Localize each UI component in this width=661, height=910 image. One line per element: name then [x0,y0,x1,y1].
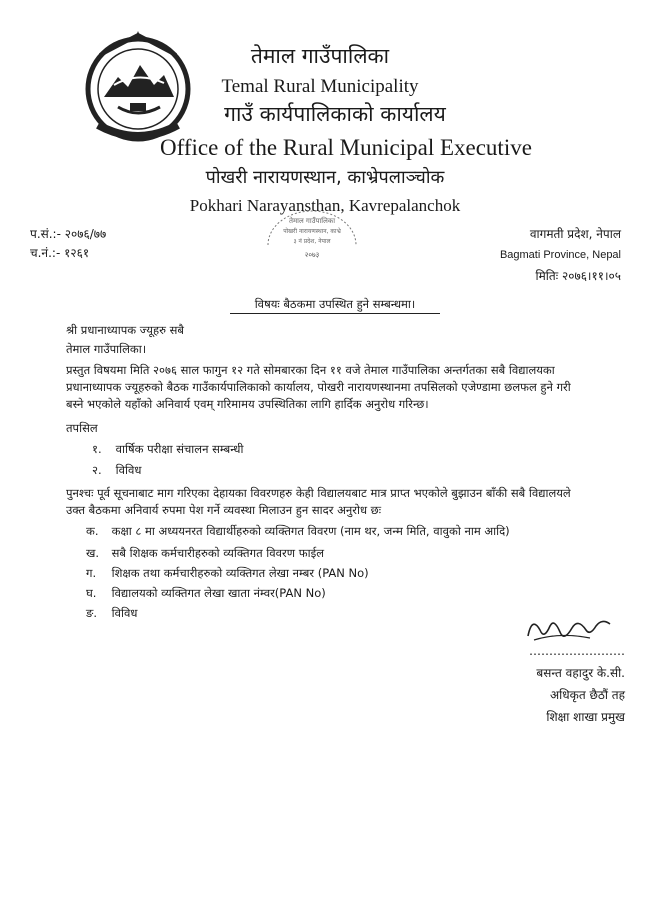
addressee-org: तेमाल गाउँपालिका। [66,342,147,356]
stamp-line2: पोखरी नारायणस्थान, काभ्रे [283,228,341,235]
office-stamp-icon [262,205,362,265]
paragraph-line: प्रस्तुत विषयमा मिति २०७६ साल फागुन १२ गते सोमबारका दिन ११ वजे तेमाल गाउँपालिका अन्तर्गतका सबै विद्यालयका [66,363,555,377]
stamp-year: २०७३ [304,251,320,259]
paragraph-line: उक्त बैठकमा अनिवार्य रुपमा पेश गर्ने व्यवस्था मिलाउन हुन सादर अनुरोध छः [66,503,382,517]
subject-line: विषयः बैठकमा उपस्थित हुने सम्बन्धमा। [230,297,440,314]
location-np: पोखरी नारायणस्थान, काभ्रेपलाञ्चोक [205,167,445,188]
office-name-en: Office of the Rural Municipal Executive [160,135,532,160]
province-np: वागमती प्रदेश, नेपाल [529,227,621,241]
municipality-name-en: Temal Rural Municipality [221,76,419,97]
agenda-num: २. [92,463,102,477]
signatory-name: बसन्त वहादुर के.सी. [536,666,625,680]
stamp-line3: ३ नं प्रदेश, नेपाल [293,238,331,245]
requirement-item [86,545,646,562]
municipality-name-np: तेमाल गाउँपालिका [250,44,390,68]
stamp-line1: तेमाल गाउँपालिका [288,217,336,225]
requirement-num: क. [86,524,99,538]
requirement-text: विद्यालयको व्यक्तिगत लेखा खाता नंम्वर(PAN No) [111,586,326,600]
requirement-text: विविध [111,606,138,620]
requirement-text: कक्षा ८ मा अध्ययनरत विद्यार्थीहरुको व्यक्तिगत विवरण (नाम थर, जन्म मिति, वावुको नाम आदि) [111,524,510,538]
tapasil-heading: तपसिल [66,421,98,435]
requirement-num: घ. [86,586,97,600]
requirement-num: ङ. [86,606,97,620]
signature-dots: …………………… [529,644,625,658]
paragraph-postscript [66,485,626,519]
chalani-number: च.नं.:- १२६१ [30,246,90,260]
signatory-dept: शिक्षा शाखा प्रमुख [546,710,625,724]
requirement-item [86,585,646,602]
patra-sankhya: प.सं.:- २०७६/७७ [30,227,107,241]
paragraph-line: पुनश्चः पूर्व सूचनाबाट माग गरिएका देहायका विवरणहरु केही विद्यालयबाट मात्र प्राप्त भएकोले बुझाउन बाँकी सबै विद्यालयले [66,486,571,500]
requirement-text: सबै शिक्षक कर्मचारीहरुको व्यक्तिगत विवरण फाईल [111,546,325,560]
office-name-np: गाउँ कार्यपालिकाको कार्यालय [224,102,446,126]
agenda-item [92,462,652,479]
signatory-title: अधिकृत छैठौं तह [549,688,625,702]
agenda-text: वार्षिक परीक्षा संचालन सम्बन्धी [115,442,244,456]
handwritten-signature-icon [520,612,620,648]
paragraph-main [66,362,626,413]
requirement-num: ख. [86,546,100,560]
government-emblem-icon [78,27,198,147]
paragraph-line: प्रधानाध्यापक ज्यूहरुको बैठक गाउँकार्यपालिकाको कार्यालय, पोखरी नारायणस्थानमा तपसिलको एजेण्डामा छलफल हुने गरी [66,380,571,394]
agenda-item [92,441,652,458]
requirement-item [86,523,646,540]
paragraph-line: बस्ने भएकोले यहाँको अनिवार्य एवम् गरिमामय उपस्थितिका लागि हार्दिक अनुरोध गरिन्छ। [66,397,429,411]
agenda-text: विविध [115,463,142,477]
province-en: Bagmati Province, Nepal [499,249,621,261]
agenda-num: १. [92,442,102,456]
requirement-text: शिक्षक तथा कर्मचारीहरुको व्यक्तिगत लेखा नम्बर (PAN No) [111,566,369,580]
location-en: Pokhari Narayansthan, Kavrepalanchok [189,196,461,215]
letter-date: मितिः २०७६।११।०५ [535,269,621,283]
requirement-num: ग. [86,566,97,580]
requirement-item [86,565,646,582]
addressee: श्री प्रधानाध्यापक ज्यूहरु सबै [66,323,184,337]
